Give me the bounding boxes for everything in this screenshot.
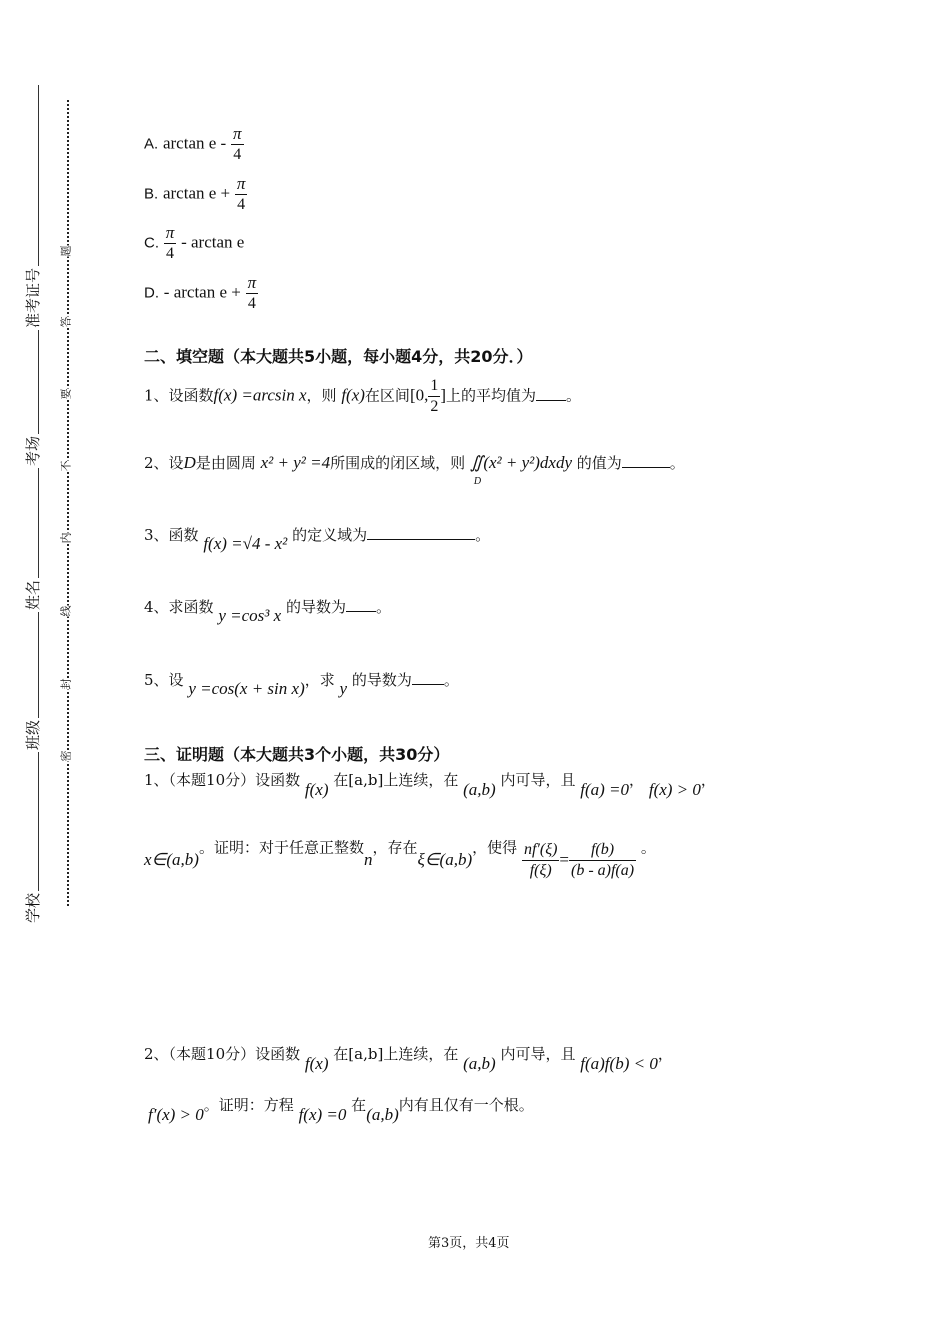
seal-dotted-line — [67, 100, 69, 906]
seal-char: 密 — [59, 750, 73, 762]
option-c: C. $\frac{\pi}{4}$ - arctan e — [144, 223, 245, 262]
fraction: $\frac{\pi}{4}$ — [165, 223, 175, 262]
fill-question-3: 3、函数 f(x) =√4 - x² 的定义域为 。 — [144, 526, 491, 553]
proof-question-2-line-1: 2、（本题10分）设函数 f(x) 在[a,b]上连续，在 (a,b) 内可导，且 f(a)f(b) < 0， — [144, 1045, 673, 1073]
answer-blank[interactable] — [346, 597, 376, 612]
fill-question-1: 1、设函数f(x) =arcsin x，则 f(x)在区间[0, $\frac{1}{2}$ ]上的平均值为 。 — [144, 377, 582, 415]
seal-char: 不 — [59, 460, 73, 472]
proof-question-1-line-1: 1、（本题10分）设函数 f(x) 在[a,b]上连续，在 (a,b) 内可导，且 f(a) =0， f(x) > 0， — [144, 771, 716, 799]
fraction: $\frac{\pi}{4}$ — [236, 174, 246, 213]
answer-blank[interactable] — [536, 386, 566, 401]
seal-char: 答 — [59, 316, 73, 328]
option-b: B. arctan e + $\frac{\pi}{4}$ — [144, 174, 246, 213]
seal-char: 题 — [59, 245, 73, 257]
field-class: 班级 — [24, 719, 42, 750]
seal-char: 要 — [59, 388, 73, 400]
answer-blank[interactable] — [412, 670, 444, 685]
fill-question-4: 4、求函数 y =cos³ x 的导数为 。 — [144, 598, 391, 625]
fraction: $\frac{\pi}{4}$ — [247, 273, 257, 312]
seal-char: 线 — [59, 605, 73, 617]
page-footer: 第3页，共4页 — [428, 1236, 510, 1251]
field-name: 姓名 — [24, 579, 42, 610]
field-school: 学校 — [24, 892, 42, 923]
field-exam-room: 考场 — [24, 435, 42, 466]
option-d: D. - arctan e + $\frac{\pi}{4}$ — [144, 273, 257, 312]
fraction: $\frac{f(b)}{(b - a)f(a)}$ — [570, 841, 635, 879]
fraction: $\frac{nf'(\xi)}{f(\xi)}$ — [523, 841, 558, 879]
answer-blank[interactable] — [367, 525, 475, 540]
section-3-title: 三、证明题（本大题共3个小题，共30分） — [144, 745, 450, 764]
proof-question-1-line-2: x∈(a,b)。证明：对于任意正整数n，存在ξ∈(a,b)，使得 $\frac{nf'(\xi)}{f(\xi)}$ = $\frac{f(b)}{(b - a)f(a)}$ 。 — [144, 838, 656, 879]
answer-blank[interactable] — [622, 453, 670, 468]
fraction: $\frac{\pi}{4}$ — [232, 124, 242, 163]
seal-char: 封 — [59, 678, 73, 690]
margin-line — [38, 85, 39, 925]
seal-char: 内 — [59, 532, 73, 544]
section-2-title: 二、填空题（本大题共5小题，每小题4分，共20分．） — [144, 347, 533, 366]
option-a: A. arctan e - $\frac{\pi}{4}$ — [144, 124, 242, 163]
fill-question-5: 5、设 y =cos(x + sin x)，求 y 的导数为 。 — [144, 671, 459, 698]
fill-question-2: 2、设D是由圆周 x² + y² =4所围成的闭区域，则 ∬(x² + y²)dxdy D 的值为 。 — [144, 453, 685, 487]
proof-question-2-line-2: f′(x) > 0。证明：方程 f(x) =0 在(a,b)内有且仅有一个根。 — [148, 1096, 534, 1124]
field-exam-id: 准考证号 — [24, 267, 42, 328]
